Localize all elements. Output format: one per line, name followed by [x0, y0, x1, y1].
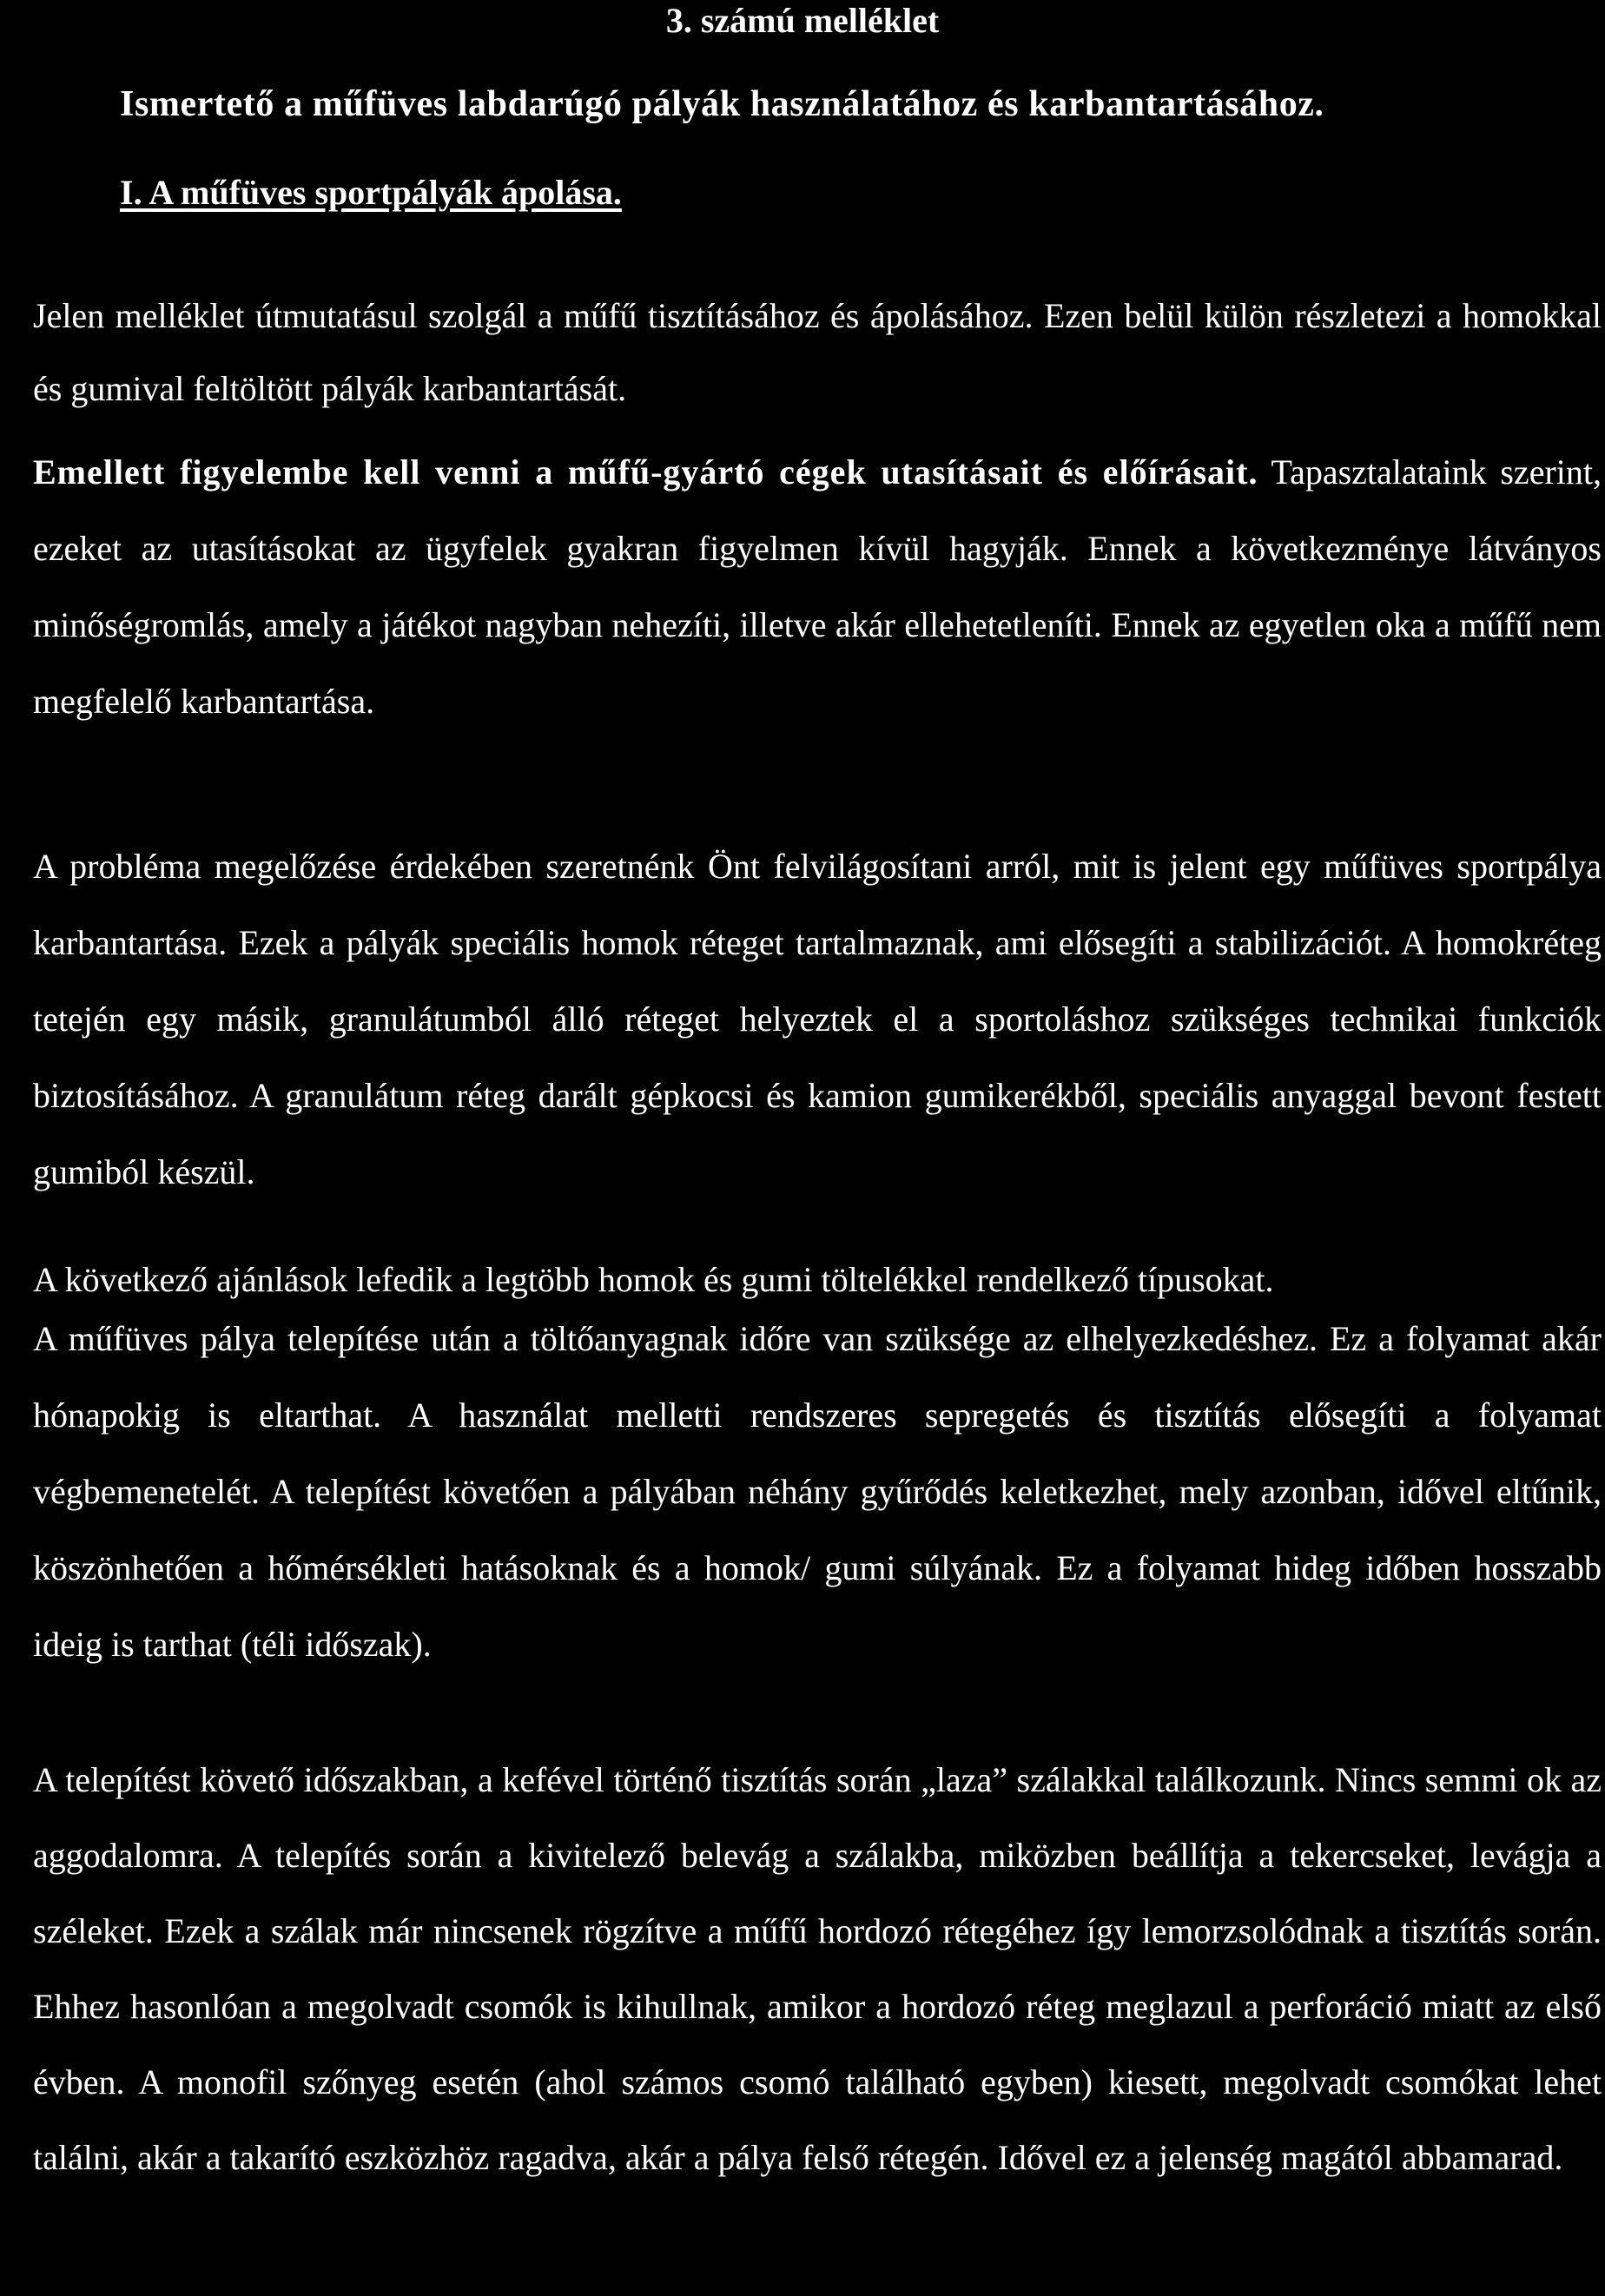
- section-heading: I. A műfüves sportpályák ápolása.: [120, 173, 622, 212]
- paragraph-problem-prevention: A probléma megelőzése érdekében szeretnénk Önt felvilágosítani arról, mit is jelent egy műfüves sportpálya karbantartása. Ezek a pályák speciális homok réteget tartalmaznak, ami elősegíti a stabilizációt. A homokréteg tetején egy másik, granulátumból álló réteget helyeztek el a sportoláshoz szükséges technikai funkciók biztosításához. A granulátum réteg darált gépkocsi és kamion gumikerékből, speciális anyaggal bevont festett gumiból készül.: [33, 847, 1602, 1191]
- paragraph-recommendations: A következő ajánlások lefedik a legtöbb homok és gumi töltelékkel rendelkező típusokat.: [33, 1260, 1274, 1299]
- paragraph-note-bold-lead: Emellett figyelembe kell venni a műfű-gyártó cégek utasításait és előírásait.: [33, 452, 1258, 492]
- paragraph-note-text: Tapasztalataink szerint, ezeket az utasításokat az ügyfelek gyakran figyelmen kívül hagyják. Ennek a következménye látványos minőségromlás, amely a játékot nagyban nehezíti, illetve akár ellehetetleníti. Ennek az egyetlen oka a műfű nem megfelelő karbantartása.: [33, 452, 1602, 721]
- paragraph-intro: Jelen melléklet útmutatásul szolgál a műfű tisztításához és ápolásához. Ezen belül külön részletezi a homokkal és gumival feltöltött pályák karbantartását.: [33, 296, 1602, 408]
- document-title: Ismertető a műfüves labdarúgó pályák használatához és karbantartásához.: [120, 84, 1324, 124]
- paragraph-installation: A műfüves pálya telepítése után a töltőanyagnak időre van szüksége az elhelyezkedéshez. Ez a folyamat akár hónapokig is eltarthat. A használat melletti rendszeres sepregetés és tisztítás elősegíti a folyamat végbemenetelét. A telepítést követően a pályában néhány gyűrődés keletkezhet, mely azonban, idővel eltűnik, köszönhetően a hőmérsékleti hatásoknak és a homok/ gumi súlyának. Ez a folyamat hideg időben hosszabb ideig is tarthat (téli időszak).: [33, 1319, 1602, 1664]
- annex-title: 3. számú melléklet: [665, 1, 940, 40]
- paragraph-manufacturer-note: [33, 434, 1602, 740]
- paragraph-loose-fibers: A telepítést követő időszakban, a kefével történő tisztítás során „laza” szálakkal találkozunk. Nincs semmi ok az aggodalomra. A telepítés során a kivitelező belevág a szálakba, miközben beállítja a tekercseket, levágja a széleket. Ezek a szálak már nincsenek rögzítve a műfű hordozó rétegéhez így lemorzsolódnak a tisztítás során. Ehhez hasonlóan a megolvadt csomók is kihullnak, amikor a hordozó réteg meglazul a perforáció miatt az első évben. A monofil szőnyeg esetén (ahol számos csomó található egyben) kiesett, megolvadt csomókat lehet találni, akár a takarító eszközhöz ragadva, akár a pálya felső rétegén. Idővel ez a jelenség magától abbamarad.: [33, 1760, 1602, 2177]
